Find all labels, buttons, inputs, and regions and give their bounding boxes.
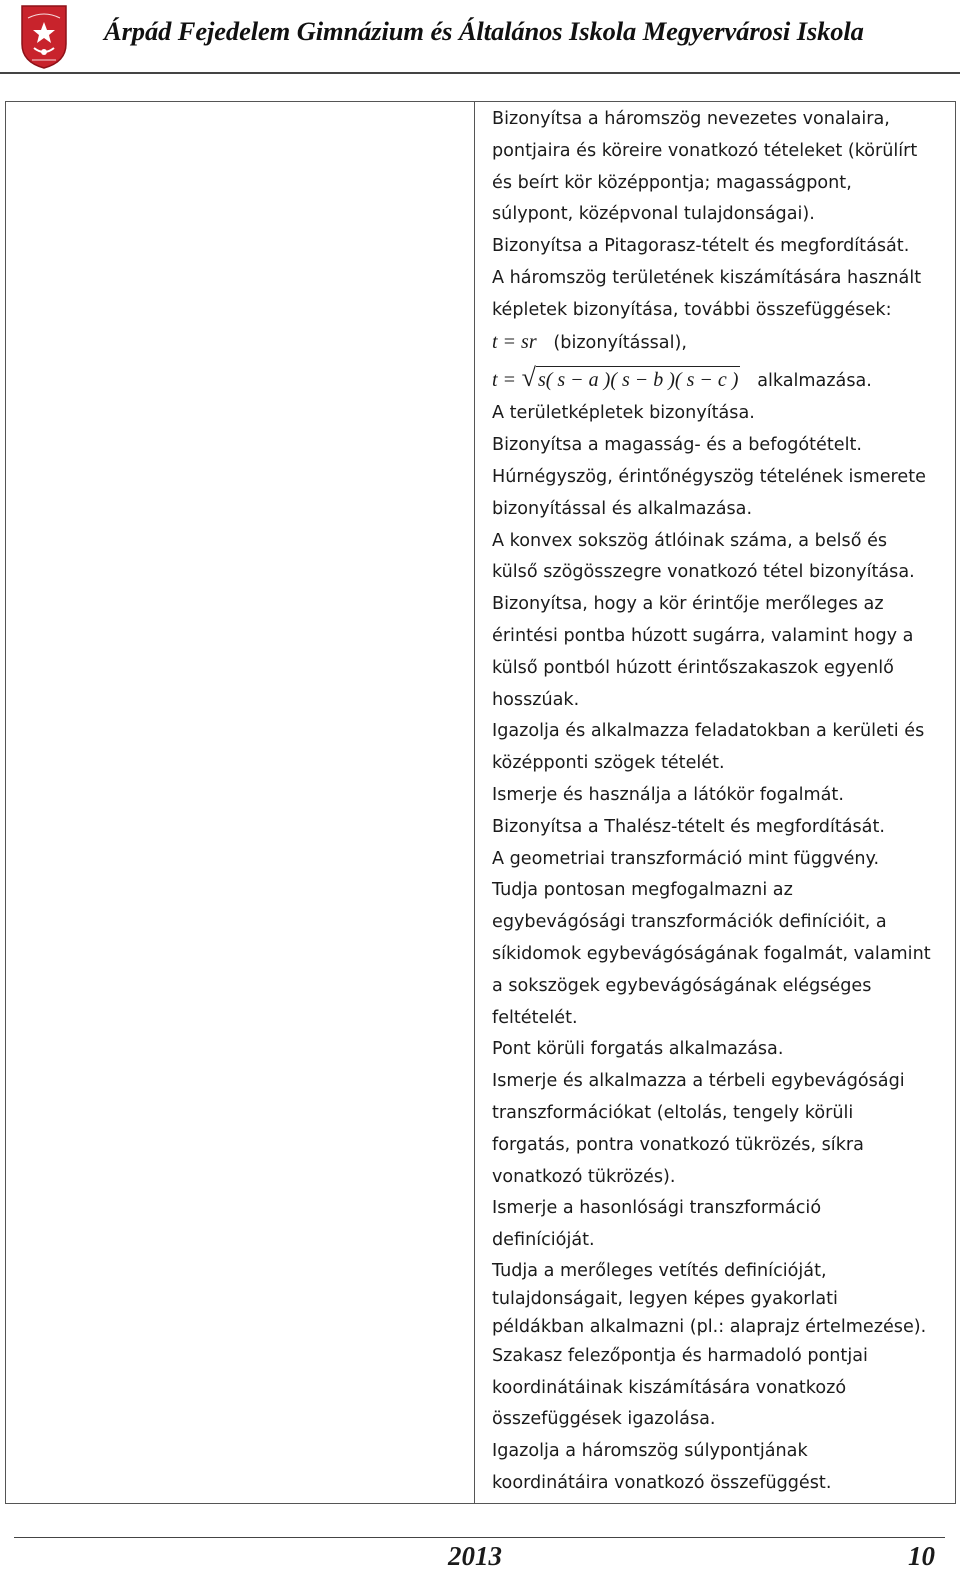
text-line: Igazolja és alkalmazza feladatokban a kerületi és xyxy=(492,721,925,742)
text-line: Ismerje a hasonlósági transzformáció xyxy=(492,1198,822,1219)
text-line: Szakasz felezőpontja és harmadoló pontjai xyxy=(492,1345,868,1366)
text-line: Igazolja a háromszög súlypontjának xyxy=(492,1441,808,1462)
text-line: Bizonyítsa a magasság- és a befogótételt. xyxy=(492,435,862,456)
text-line: Bizonyítsa, hogy a kör érintője merőleges az xyxy=(492,594,884,615)
text-line: pontjaira és köreire vonatkozó tételeket (körülírt xyxy=(492,140,918,161)
text-line: külső szögösszegre vonatkozó tétel bizonyítása. xyxy=(492,562,915,583)
text-line: definícióját. xyxy=(492,1230,595,1251)
formula-area xyxy=(492,327,950,359)
page-header xyxy=(0,0,960,80)
text-line: Húrnégyszög, érintőnégyszög tételének ismerete xyxy=(492,466,926,487)
page-number: 10 xyxy=(908,1541,935,1571)
empty-left-cell xyxy=(6,102,473,1503)
text-line: A geometriai transzformáció mint függvény. xyxy=(492,848,880,869)
formula-heron-note: alkalmazása. xyxy=(757,371,872,392)
requirements-cell xyxy=(492,104,950,1500)
text-line: példákban alkalmazni (pl.: alaprajz értelmezése). xyxy=(492,1316,927,1337)
text-line: feltételét. xyxy=(492,1007,578,1028)
text-line: Bizonyítsa a Thalész-tételt és megfordítását. xyxy=(492,816,885,837)
text-line: bizonyítással és alkalmazása. xyxy=(492,498,753,519)
footer-year: 2013 xyxy=(448,1541,502,1571)
text-line: és beírt kör középpontja; magasságpont, xyxy=(492,172,852,193)
text-line: külső pontból húzott érintőszakaszok egyenlő xyxy=(492,657,894,678)
school-crest-icon xyxy=(20,4,68,70)
text-line: súlypont, középvonal tulajdonságai). xyxy=(492,204,815,225)
formula-area-expression: t = sr xyxy=(492,330,537,353)
text-line: Ismerje és használja a látókör fogalmát. xyxy=(492,784,844,805)
text-line: a sokszögek egybevágóságának elégséges xyxy=(492,975,872,996)
text-line: forgatás, pontra vonatkozó tükrözés, síkra xyxy=(492,1134,864,1155)
text-line: transzformációkat (eltolás, tengely körüli xyxy=(492,1102,854,1123)
square-root xyxy=(522,358,741,401)
text-line: Tudja pontosan megfogalmazni az xyxy=(492,880,793,901)
footer-divider xyxy=(14,1537,945,1538)
text-line: középponti szögek tételét. xyxy=(492,753,725,774)
text-line: érintési pontba húzott sugárra, valamint hogy a xyxy=(492,625,914,646)
formula-area-note: (bizonyítással), xyxy=(553,332,687,353)
text-line: egybevágósági transzformációk definícióit, a xyxy=(492,912,887,933)
formula-heron-lhs: t = xyxy=(492,369,517,392)
text-line: képletek bizonyítása, további összefüggések: xyxy=(492,299,892,320)
text-line: Tudja a merőleges vetítés definícióját, xyxy=(492,1260,827,1281)
text-line: hosszúak. xyxy=(492,689,580,710)
text-line: tulajdonságait, legyen képes gyakorlati xyxy=(492,1288,838,1309)
text-line: Bizonyítsa a háromszög nevezetes vonalaira, xyxy=(492,109,890,129)
formula-heron-radicand: s( s − a )( s − b )( s − c ) xyxy=(536,366,740,393)
radical-sign-icon: √ xyxy=(521,363,536,393)
table-column-divider xyxy=(474,101,475,1504)
school-name-title: Árpád Fejedelem Gimnázium és Általános Iskola Megyervárosi Iskola xyxy=(104,16,864,46)
text-line: A háromszög területének kiszámítására használt xyxy=(492,267,922,288)
text-line: Ismerje és alkalmazza a térbeli egybevágósági xyxy=(492,1071,905,1092)
text-line: vonatkozó tükrözés). xyxy=(492,1166,676,1187)
text-line: A konvex sokszög átlóinak száma, a belső és xyxy=(492,530,888,551)
text-line: síkidomok egybevágóságának fogalmát, valamint xyxy=(492,943,931,964)
text-line: koordinátáinak kiszámítására vonatkozó xyxy=(492,1377,847,1398)
text-line: összefüggések igazolása. xyxy=(492,1409,716,1430)
text-line: Pont körüli forgatás alkalmazása. xyxy=(492,1039,784,1060)
text-line: A területképletek bizonyítása. xyxy=(492,403,755,424)
header-divider xyxy=(0,72,960,74)
formula-heron xyxy=(492,358,950,398)
text-line: koordinátáira vonatkozó összefüggést. xyxy=(492,1473,832,1494)
text-line: Bizonyítsa a Pitagorasz-tételt és megfordítását. xyxy=(492,236,910,257)
